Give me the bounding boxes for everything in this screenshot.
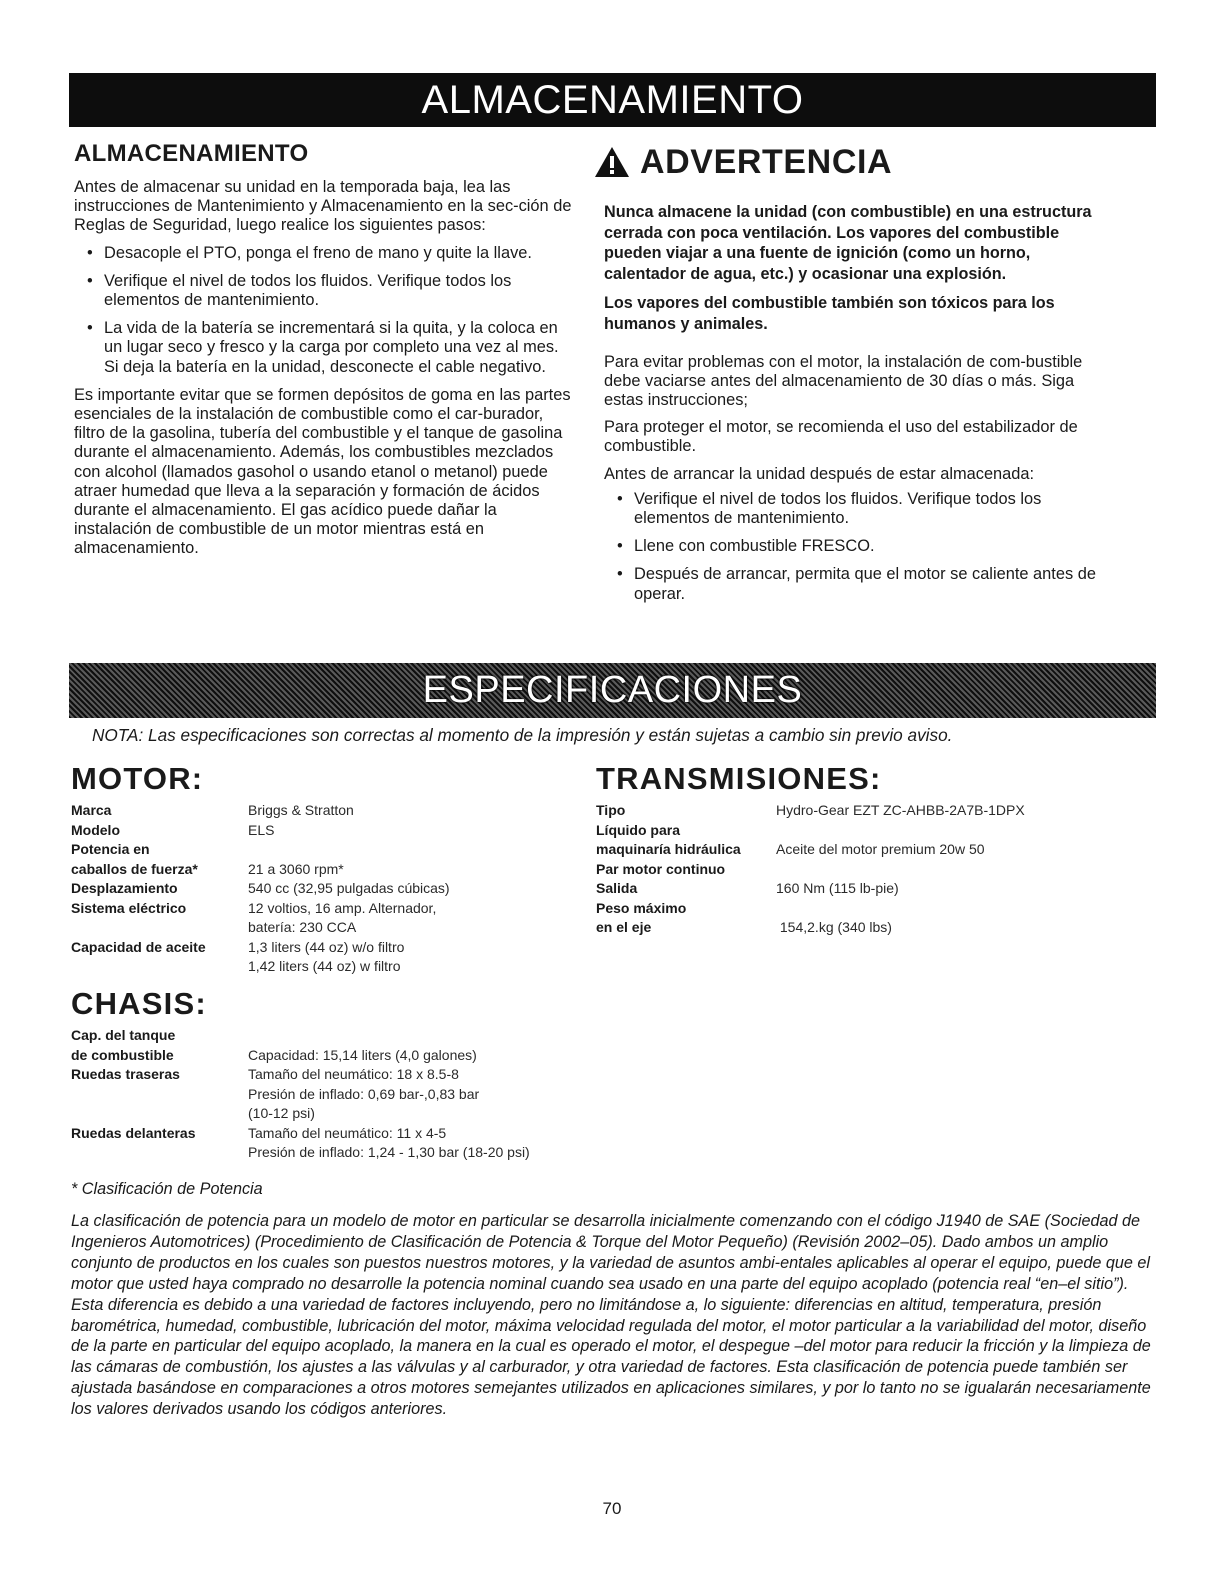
spec-row: Par motor continuo xyxy=(596,860,726,877)
bullet-icon: • xyxy=(617,489,623,508)
restart-intro: Antes de arrancar la unidad después de estar almacenada: xyxy=(604,464,1035,483)
list-item: • Verifique el nivel de todos los fluidos. Verifique todos los elementos de mantenimiento. xyxy=(617,489,1042,527)
storage-bullet-list xyxy=(74,244,574,377)
transmission-title: TRANSMISIONES: xyxy=(596,761,882,796)
storage-banner-title: ALMACENAMIENTO xyxy=(421,77,804,122)
spec-row: 1,42 liters (44 oz) w filtro xyxy=(248,958,401,974)
warning-header xyxy=(594,142,1104,182)
warning-title: ADVERTENCIA xyxy=(640,143,893,181)
restart-bullet-list xyxy=(604,490,1104,604)
spec-row: Salida 160 Nm (115 lb-pie) xyxy=(596,880,899,896)
spec-row: caballos de fuerza* 21 a 3060 rpm* xyxy=(71,860,344,877)
gum-deposits-paragraph: Es importante evitar que se formen depósitos de goma en las partes esenciales de la instalación de combustible como el car-burador, filtro de la gasolina, tubería del combustible y el tanque de gasolina durante el almacenamiento. Además, los combustibles mezclados con alcohol (llamados gasohol o usando etanol o metanol) puede atraer humedad que lleva a la separación y formación de ácidos durante el almacenamiento. El gas acídico puede dañar la instalación de combustible de un motor mientras está en almacenamiento. xyxy=(74,385,571,558)
spec-row: Cap. del tanque xyxy=(71,1027,176,1043)
spec-row: maquinaría hidráulica Aceite del motor premium 20w 50 xyxy=(596,841,985,857)
spec-row: Líquido para xyxy=(596,821,680,838)
spec-row: Capacidad de aceite 1,3 liters (44 oz) w/o filtro xyxy=(71,938,405,955)
list-item: • Desacople el PTO, ponga el freno de mano y quite la llave. xyxy=(87,243,532,262)
warning-text-toxic: Los vapores del combustible también son tóxicos para los humanos y animales. xyxy=(604,294,1055,333)
bullet-icon: • xyxy=(87,243,93,262)
spec-row: en el eje 154,2.kg (340 lbs) xyxy=(596,919,892,935)
spec-row: de combustible Capacidad: 15,14 liters (4,0 galones) xyxy=(71,1046,477,1063)
chassis-title: CHASIS: xyxy=(71,986,207,1021)
page-number: 70 xyxy=(602,1499,622,1518)
list-item: • Después de arrancar, permita que el motor se caliente antes de operar. xyxy=(617,565,1096,603)
storage-banner xyxy=(69,73,1156,127)
footnote-body: La clasificación de potencia para un modelo de motor en particular se desarrolla inicialmente comenzando con el código J1940 de SAE (Sociedad de Ingenieros Automotrices) (Procedimiento de Clasificación de Potencia & Torque del Motor Pequeño) (Revisión 2002–05). Dado ambos un amplio conjunto de productos en los cuales son puestos nuestros motores, y la variedad de asuntos ambi-entales aplicables al operar el equipo, puede que el motor que usted haya comprado no desarrolle la potencia nominal cuando sea usado en una parte del equipo acoplado (potencia real “en–el sitio”). Esta diferencia es debido a una variedad de factores incluyendo, pero no limitándose a, lo siguiente: diferencias en altitud, temperatura, presión barométrica, humedad, combustible, lubricación del motor, máxima velocidad regulada del motor, el motor particular a la variabilidad del motor, diseño de la parte en particular del equipo acoplado, la manera en la cual es operado el motor, el despegue –del motor para reducir la fricción y la limpieza de las cámaras de combustión, los ajustes a las válvulas y al carburador, y otra variedad de factores. Esta clasificación de potencia puede también ser ajustada basándose en comparaciones a otros motores semejantes utilizados en aplicaciones similares, y por lo tanto no se igualarán necesariamente los valores derivados usando los códigos anteriores. xyxy=(71,1212,1151,1419)
stabilizer-paragraph: Para proteger el motor, se recomienda el uso del estabilizador de combustible. xyxy=(604,418,1078,456)
spec-row: Potencia en xyxy=(71,841,150,857)
spec-row: Peso máximo xyxy=(596,899,687,916)
spec-row: Ruedas traseras Tamaño del neumático: 18 x 8.5-8 xyxy=(71,1066,459,1082)
specs-banner xyxy=(69,663,1156,718)
list-item: • Verifique el nivel de todos los fluidos. Verifique todos los elementos de mantenimiento. xyxy=(87,271,512,310)
motor-specs xyxy=(71,762,450,977)
list-item: • La vida de la batería se incrementará si la quita, y la coloca en un lugar seco y fresco y la carga por completo una vez al mes. Si deja la batería en la unidad, desconecte el cable negativo. xyxy=(87,319,559,376)
fuel-drain-paragraph: Para evitar problemas con el motor, la instalación de com-bustible debe vaciarse antes del almacenamiento de 30 días o más. Siga estas instrucciones; xyxy=(604,352,1083,409)
spec-row: Desplazamiento 540 cc (32,95 pulgadas cúbicas) xyxy=(71,880,450,896)
spec-row: Presión de inflado: 0,69 bar-,0,83 bar xyxy=(248,1085,480,1102)
list-item: • Llene con combustible FRESCO. xyxy=(617,537,875,556)
spec-row: Presión de inflado: 1,24 - 1,30 bar (18-20 psi) xyxy=(248,1144,530,1160)
warning-triangle-icon xyxy=(594,146,630,178)
storage-section xyxy=(74,140,574,567)
warning-text-ventilation: Nunca almacene la unidad (con combustible) en una estructura cerrada con poca ventilación. Los vapores del combustible pueden viajar a una fuente de ignición (como un horno, calentador de agua, etc.) y ocasionar una explosión. xyxy=(604,203,1092,283)
spec-row: Marca Briggs & Stratton xyxy=(71,802,354,818)
chassis-specs xyxy=(71,987,530,1163)
storage-intro: Antes de almacenar su unidad en la temporada baja, lea las instrucciones de Mantenimiento y Almacenamiento en la sec-ción de Reglas de Seguridad, luego realice los siguientes pasos: xyxy=(74,178,572,235)
spec-row: Sistema eléctrico 12 voltios, 16 amp. Alternador, xyxy=(71,899,437,916)
spec-row: Tipo Hydro-Gear EZT ZC-AHBB-2A7B-1DPX xyxy=(596,802,1025,818)
bullet-icon: • xyxy=(87,271,93,290)
footnote-title: * Clasificación de Potencia xyxy=(71,1180,263,1198)
spec-row: Modelo ELS xyxy=(71,821,275,838)
motor-title: MOTOR: xyxy=(71,761,204,796)
spec-row: (10-12 psi) xyxy=(248,1105,315,1121)
specs-banner-title: ESPECIFICACIONES xyxy=(422,669,803,711)
warning-section xyxy=(604,140,1104,613)
spec-row: Ruedas delanteras Tamaño del neumático: 11 x 4-5 xyxy=(71,1124,447,1141)
bullet-icon: • xyxy=(617,565,623,584)
bullet-icon: • xyxy=(87,319,93,338)
transmission-specs xyxy=(596,762,1025,938)
specs-note: NOTA: Las especificaciones son correctas al momento de la impresión y están sujetas a cambio sin previo aviso. xyxy=(92,725,953,745)
bullet-icon: • xyxy=(617,537,623,556)
spec-row: batería: 230 CCA xyxy=(248,919,357,935)
storage-heading: ALMACENAMIENTO xyxy=(74,140,309,167)
